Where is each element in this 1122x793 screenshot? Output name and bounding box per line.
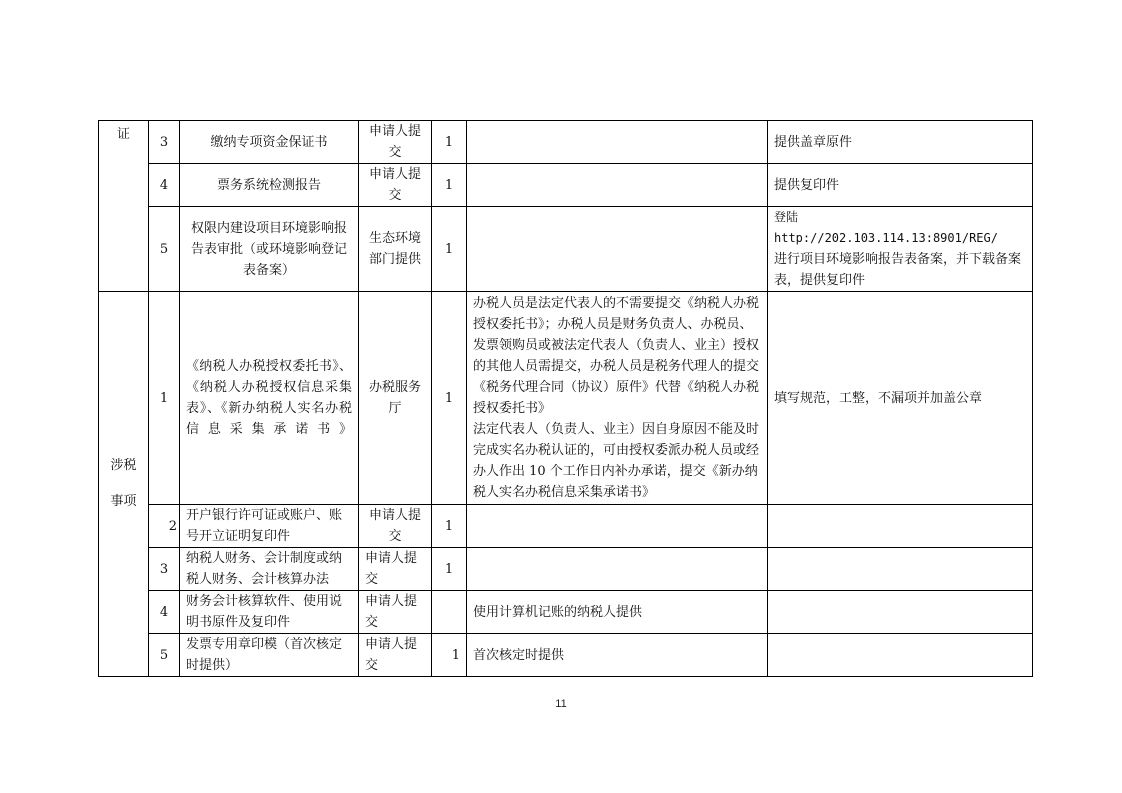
material-source: 申请人提交 (359, 121, 432, 164)
material-quantity: 1 (432, 634, 467, 677)
material-name: 权限内建设项目环境影响报告表审批（或环境影响登记表备案） (180, 207, 359, 292)
material-source: 申请人提交 (359, 591, 432, 634)
material-note (467, 548, 768, 591)
requirement-text: 进行项目环境影响报告表备案，并下载备案表，提供复印件 (774, 252, 1022, 288)
note-paragraph: 法定代表人（负责人、业主）因自身原因不能及时完成实名办税认证的，可由授权委派办税人员或经办人作出 10 个工作日内补办承诺，提交《新办纳税人实名办税信息采集承诺书》 (473, 422, 760, 500)
material-name: 纳税人财务、会计制度或纳税人财务、会计核算办法 (180, 548, 359, 591)
row-number: 3 (149, 548, 180, 591)
material-requirement (768, 207, 1033, 292)
table-row (99, 164, 1033, 207)
category-line: 涉税 (110, 458, 137, 473)
material-note: 首次核定时提供 (467, 634, 768, 677)
material-requirement: 提供复印件 (768, 164, 1033, 207)
material-name: 财务会计核算软件、使用说明书原件及复印件 (180, 591, 359, 634)
material-requirement: 填写规范，工整，不漏项并加盖公章 (768, 292, 1033, 505)
category-line: 事项 (110, 494, 137, 509)
row-number: 1 (149, 292, 180, 505)
material-quantity: 1 (432, 207, 467, 292)
category-cell: 证 (99, 121, 149, 292)
row-number: 4 (149, 591, 180, 634)
row-number: 5 (149, 207, 180, 292)
material-name: 缴纳专项资金保证书 (180, 121, 359, 164)
material-source: 申请人提交 (359, 634, 432, 677)
row-number: 3 (149, 121, 180, 164)
material-name: 票务系统检测报告 (180, 164, 359, 207)
material-requirement: 提供盖章原件 (768, 121, 1033, 164)
note-paragraph: 办税人员是法定代表人的不需要提交《纳税人办税授权委托书》；办税人员是财务负责人、办税员、发票领购员或被法定代表人（负责人、业主）授权的其他人员需提交，办税人员是税务代理人的提交《税务代理合同（协议）原件》代替《纳税人办税授权委托书》 (473, 296, 760, 416)
table-row (99, 207, 1033, 292)
material-note (467, 292, 768, 505)
table-row (99, 591, 1033, 634)
row-number: 5 (149, 634, 180, 677)
material-source: 生态环境部门提供 (359, 207, 432, 292)
table-row (99, 292, 1033, 505)
registration-url: 登陆 http://202.103.114.13:8901/REG/ (774, 210, 998, 245)
material-requirement (768, 548, 1033, 591)
material-source: 办税服务厅 (359, 292, 432, 505)
material-name: 开户银行许可证或账户、账号开立证明复印件 (180, 505, 359, 548)
material-source: 申请人提交 (359, 505, 432, 548)
table-row (99, 548, 1033, 591)
material-requirement (768, 505, 1033, 548)
page-number: 11 (555, 698, 567, 710)
material-note: 使用计算机记账的纳税人提供 (467, 591, 768, 634)
material-note (467, 121, 768, 164)
material-note (467, 164, 768, 207)
row-number: 4 (149, 164, 180, 207)
material-name: 《纳税人办税授权委托书》、《纳税人办税授权信息采集表》、《新办纳税人实名办税信息采集承诺书》 (180, 292, 359, 505)
material-quantity (432, 591, 467, 634)
material-requirement (768, 634, 1033, 677)
table-row (99, 121, 1033, 164)
material-note (467, 207, 768, 292)
material-quantity: 1 (432, 121, 467, 164)
materials-table (98, 120, 1033, 677)
category-cell (99, 292, 149, 677)
material-note (467, 505, 768, 548)
material-quantity: 1 (432, 505, 467, 548)
material-source: 申请人提交 (359, 164, 432, 207)
table-row (99, 505, 1033, 548)
material-quantity: 1 (432, 292, 467, 505)
material-requirement (768, 591, 1033, 634)
material-source: 申请人提交 (359, 548, 432, 591)
row-number: 2 (149, 505, 180, 548)
material-quantity: 1 (432, 164, 467, 207)
table-row (99, 634, 1033, 677)
material-quantity: 1 (432, 548, 467, 591)
material-name: 发票专用章印模（首次核定时提供） (180, 634, 359, 677)
